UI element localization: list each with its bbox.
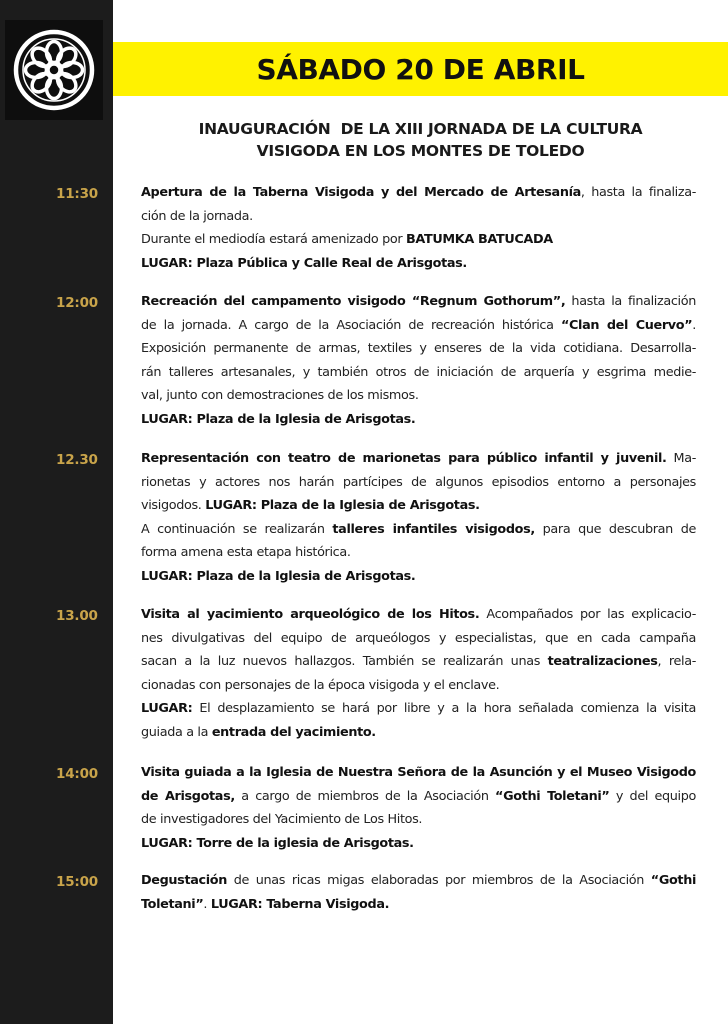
event-subtitle — [113, 118, 728, 162]
event-location: LUGAR: El desplazamiento se hará por libre y a la hora señalada comienza la visita — [141, 701, 696, 717]
event-location: LUGAR: Torre de la iglesia de Arisgotas. — [141, 835, 414, 851]
event-location: LUGAR: Plaza de la Iglesia de Arisgotas. — [141, 411, 416, 427]
desc-line: val, junto con demostraciones de los mismos. — [141, 388, 419, 404]
event-time: 11:30 — [56, 186, 98, 202]
date-title: SÁBADO 20 DE ABRIL — [256, 53, 585, 86]
desc-line: A continuación se realizarán talleres infantiles visigodos, para que descubran de — [141, 521, 696, 537]
desc-line: guiada a la entrada del yacimiento. — [141, 724, 376, 740]
event-description — [141, 603, 696, 745]
desc-line: Recreación del campamento visigodo “Regnum Gothorum”, hasta la finalización — [141, 294, 697, 309]
event-time: 13.00 — [56, 608, 98, 624]
desc-line: Exposición permanente de armas, textiles y enseres de la vida cotidiana. Desarrolla- — [141, 341, 696, 357]
event-location: LUGAR: Plaza Pública y Calle Real de Arisgotas. — [141, 255, 467, 271]
event-description — [141, 447, 696, 589]
desc-line: de Arisgotas, a cargo de miembros de la Asociación “Gothi Toletani” y del equipo — [141, 788, 696, 804]
desc-line: rionetas y actores nos harán partícipes de algunos episodios entorno a personajes — [141, 474, 696, 490]
subtitle-line-2: VISIGODA EN LOS MONTES DE TOLEDO — [256, 142, 585, 160]
desc-line: Durante el mediodía estará amenizado por BATUMKA BATUCADA — [141, 232, 553, 248]
desc-line: sacan a la luz nuevos hallazgos. También se realizarán unas teatralizaciones, rela- — [141, 654, 696, 670]
desc-line: nes divulgativas del equipo de arqueólogos y especialistas, que en cada campaña — [141, 630, 696, 646]
desc-line: de investigadores del Yacimiento de Los Hitos. — [141, 812, 423, 828]
desc-line: visigodos. LUGAR: Plaza de la Iglesia de Arisgotas. — [141, 498, 480, 514]
desc-line: Apertura de la Taberna Visigoda y del Mercado de Artesanía, hasta la finaliza- — [141, 185, 697, 200]
event-time: 15:00 — [56, 874, 98, 890]
desc-line: forma amena esta etapa histórica. — [141, 545, 351, 561]
event-description — [141, 181, 696, 275]
date-banner — [113, 42, 728, 96]
event-description — [141, 869, 696, 916]
subtitle-line-1: INAUGURACIÓN DE LA XIII JORNADA DE LA CULTURA — [198, 120, 643, 138]
desc-line: Degustación de unas ricas migas elaboradas por miembros de la Asociación “Gothi — [141, 873, 696, 888]
desc-line: Representación con teatro de marionetas para público infantil y juvenil. Ma- — [141, 451, 696, 466]
desc-line: ción de la jornada. — [141, 208, 253, 224]
desc-line: Visita al yacimiento arqueológico de los Hitos. Acompañados por las explicacio- — [141, 607, 696, 622]
desc-line: Visita guiada a la Iglesia de Nuestra Señora de la Asunción y el Museo Visigodo — [141, 765, 696, 780]
desc-line: Toletani”. LUGAR: Taberna Visigoda. — [141, 896, 390, 912]
event-description — [141, 761, 696, 855]
event-location: LUGAR: Plaza de la Iglesia de Arisgotas. — [141, 568, 416, 584]
desc-line: rán talleres artesanales, y también otros de iniciación de arquería y esgrima medie- — [141, 364, 696, 380]
event-time: 12:00 — [56, 295, 98, 311]
desc-line: cionadas con personajes de la época visigoda y el enclave. — [141, 677, 500, 693]
rose-window-icon — [5, 20, 103, 120]
event-time: 14:00 — [56, 766, 98, 782]
logo — [5, 20, 103, 120]
event-time: 12.30 — [56, 452, 98, 468]
desc-line: de la jornada. A cargo de la Asociación de recreación histórica “Clan del Cuervo”. — [141, 317, 697, 333]
event-description — [141, 290, 696, 432]
